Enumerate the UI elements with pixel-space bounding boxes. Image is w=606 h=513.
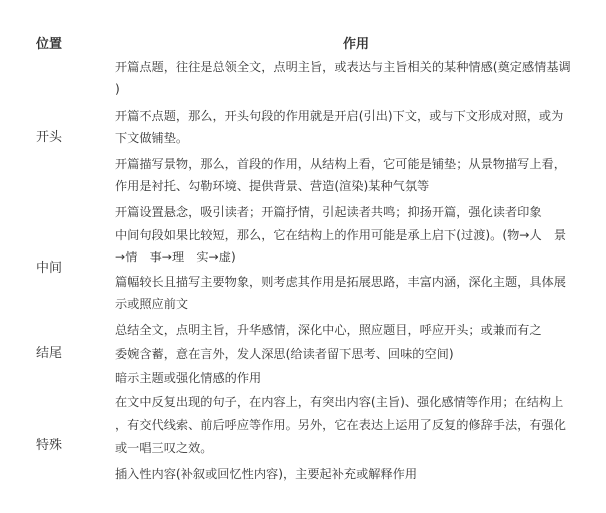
row-text-line: 作用是衬托、勾勒环境、提供背景、营造(渲染)某种气氛等 <box>115 179 430 193</box>
position-label-ending: 结尾 <box>36 346 63 361</box>
row-text-line: 插入性内容(补叙或回忆性内容)，主要起补充或解释作用 <box>115 467 418 481</box>
row-text-line: 中间句段如果比较短，那么，它在结构上的作用可能是承上启下(过渡)。(物→人 景 <box>115 228 567 242</box>
row-text-line: 开篇点题，往往是总领全文，点明主旨，或表达与主旨相关的某种情感(奠定感情基调 <box>115 60 571 74</box>
row-text-line: 开篇不点题，那么，开头句段的作用就是开启(引出)下文，或与下文形成对照，或为 <box>115 109 564 123</box>
column-header-position: 位置 <box>36 37 63 52</box>
position-label-middle: 中间 <box>36 261 63 276</box>
row-text-line: 开篇设置悬念，吸引读者；开篇抒情，引起读者共鸣；抑扬开篇，强化读者印象 <box>115 205 542 219</box>
position-label-opening: 开头 <box>36 130 63 145</box>
row-text-line: 示或照应前文 <box>115 297 189 311</box>
row-text-line: 下文做铺垫。 <box>115 131 189 145</box>
position-label-special: 特殊 <box>36 438 63 453</box>
row-text-line: ，有交代线索、前后呼应等作用。另外，它在表达上运用了反复的修辞手法，有强化 <box>115 418 566 432</box>
row-text-line: 委婉含蓄，意在言外，发人深思(给读者留下思考、回味的空间) <box>115 347 454 361</box>
row-text-line: 暗示主题或强化情感的作用 <box>115 371 262 385</box>
row-text-line: 或一唱三叹之效。 <box>115 441 213 455</box>
row-text-line: 总结全文，点明主旨，升华感情，深化中心，照应题目，呼应开头；或兼而有之 <box>115 323 542 337</box>
row-text-line: ) <box>115 82 120 96</box>
column-header-function: 作用 <box>343 37 370 52</box>
row-text-line: →情 事→理 实→虚) <box>115 250 236 264</box>
row-text-line: 在文中反复出现的句子，在内容上，有突出内容(主旨)、强化感情等作用；在结构上 <box>115 395 564 409</box>
row-text-line: 篇幅较长且描写主要物象，则考虑其作用是拓展思路，丰富内涵，深化主题，具体展 <box>115 275 566 289</box>
row-text-line: 开篇描写景物，那么，首段的作用，从结构上看，它可能是铺垫；从景物描写上看， <box>115 157 566 171</box>
